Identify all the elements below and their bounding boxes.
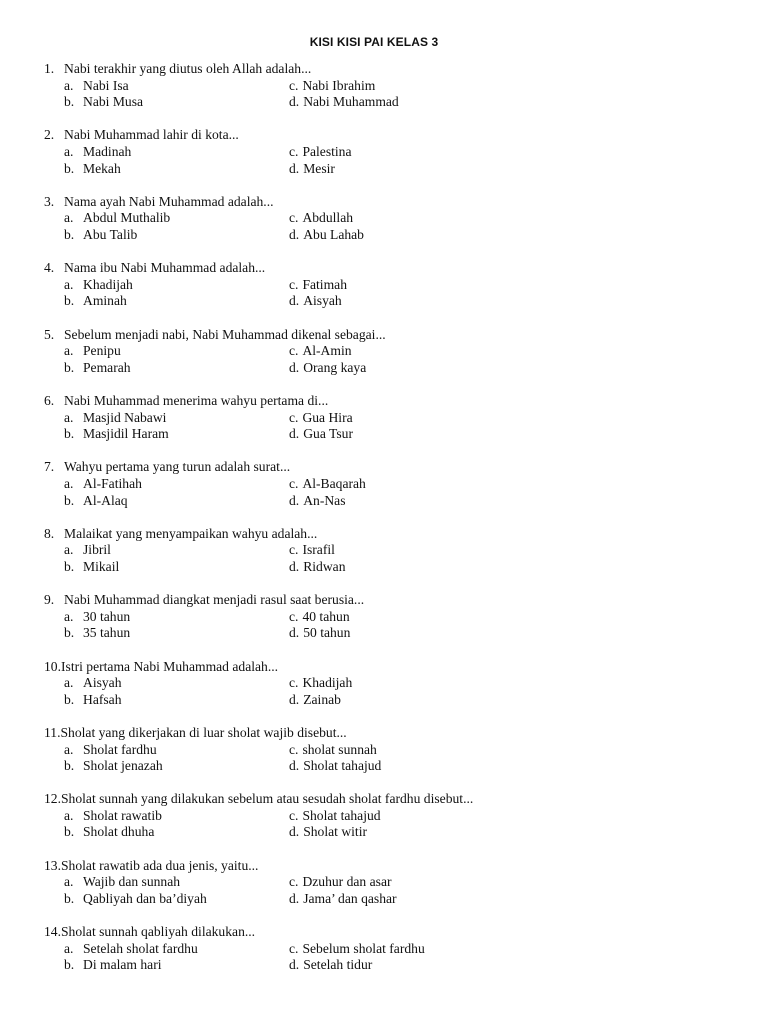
question-line: [44, 127, 744, 144]
option-text: Palestina: [302, 143, 352, 159]
option-label: d.: [289, 226, 300, 242]
option-label: c.: [289, 77, 299, 93]
question-line: [44, 61, 744, 78]
option-b: [44, 625, 289, 642]
option-text: Sholat rawatib: [83, 807, 162, 823]
question-item: [44, 459, 744, 525]
option-text: Sholat jenazah: [83, 758, 163, 774]
option-row: [44, 493, 744, 510]
question-item: [44, 393, 744, 459]
question-list: [44, 61, 744, 990]
option-row: [44, 692, 744, 709]
option-c: [289, 410, 353, 427]
option-row: [44, 874, 744, 891]
option-label: d.: [289, 824, 300, 840]
option-text: Di malam hari: [83, 957, 162, 973]
option-text: Al-Fatihah: [83, 475, 142, 491]
option-c: [289, 210, 353, 227]
option-b: [44, 957, 289, 974]
option-label: c.: [289, 741, 299, 757]
option-a: [44, 343, 289, 360]
question-text: Nabi terakhir yang diutus oleh Allah adalah...: [64, 61, 312, 76]
option-d: [289, 957, 372, 974]
option-a: [44, 144, 289, 161]
option-label: b.: [64, 94, 75, 110]
option-text: sholat sunnah: [302, 741, 377, 757]
option-text: Al-Alaq: [83, 492, 128, 508]
question-line: [44, 592, 744, 609]
question-number: 9.: [44, 592, 55, 608]
question-text: Nama ayah Nabi Muhammad adalah...: [64, 193, 274, 209]
option-text: Abdullah: [302, 210, 354, 226]
question-item: [44, 858, 744, 924]
option-text: Sholat dhuha: [83, 824, 155, 840]
option-label: a.: [64, 276, 74, 292]
option-d: [289, 426, 353, 443]
question-number: 6.: [44, 392, 55, 408]
option-text: 30 tahun: [83, 608, 131, 624]
option-text: Abdul Muthalib: [83, 210, 171, 226]
option-row: [44, 144, 744, 161]
option-label: a.: [64, 143, 74, 159]
option-label: a.: [64, 343, 74, 359]
question-text: Nabi Muhammad menerima wahyu pertama di...: [64, 392, 329, 408]
option-text: Masjidil Haram: [83, 426, 169, 442]
option-a: [44, 874, 289, 891]
question-line: [44, 791, 744, 808]
option-row: [44, 277, 744, 294]
option-text: Sholat tahajud: [303, 758, 382, 774]
option-text: Mekah: [83, 160, 121, 176]
option-text: Qabliyah dan ba’diyah: [83, 890, 207, 906]
question-line: [44, 327, 744, 344]
question-line: [44, 393, 744, 410]
option-b: [44, 161, 289, 178]
option-label: b.: [64, 492, 75, 508]
option-a: [44, 808, 289, 825]
option-row: [44, 94, 744, 111]
option-b: [44, 227, 289, 244]
option-d: [289, 625, 350, 642]
question-item: [44, 791, 744, 857]
option-row: [44, 891, 744, 908]
option-d: [289, 493, 346, 510]
option-text: Al-Amin: [302, 343, 352, 359]
option-label: a.: [64, 210, 74, 226]
option-a: [44, 609, 289, 626]
question-text: Nama ibu Nabi Muhammad adalah...: [64, 260, 266, 276]
option-row: [44, 559, 744, 576]
question-number: 12.: [44, 791, 61, 807]
option-label: c.: [289, 210, 299, 226]
option-label: a.: [64, 608, 74, 624]
option-label: d.: [289, 691, 300, 707]
option-label: a.: [64, 409, 74, 425]
question-line: [44, 260, 744, 277]
option-d: [289, 293, 342, 310]
option-text: Sholat witir: [303, 824, 368, 840]
option-label: a.: [64, 542, 74, 558]
option-label: c.: [289, 343, 299, 359]
question-number: 4.: [44, 260, 55, 276]
option-b: [44, 559, 289, 576]
question-number: 5.: [44, 326, 55, 342]
question-item: [44, 659, 744, 725]
option-b: [44, 824, 289, 841]
option-c: [289, 144, 352, 161]
option-text: Aminah: [83, 293, 127, 309]
option-label: c.: [289, 276, 299, 292]
question-item: [44, 725, 744, 791]
question-text: Nabi Muhammad diangkat menjadi rasul saat berusia...: [64, 592, 365, 608]
option-text: Ridwan: [303, 558, 346, 574]
option-text: Abu Talib: [83, 226, 138, 242]
option-a: [44, 941, 289, 958]
option-label: a.: [64, 77, 74, 93]
question-item: [44, 61, 744, 127]
option-label: d.: [289, 957, 300, 973]
option-d: [289, 161, 335, 178]
option-c: [289, 542, 335, 559]
option-label: d.: [289, 426, 300, 442]
option-text: Aisyah: [303, 293, 342, 309]
option-a: [44, 476, 289, 493]
question-text: Sholat rawatib ada dua jenis, yaitu...: [61, 857, 259, 873]
option-b: [44, 426, 289, 443]
question-text: Wahyu pertama yang turun adalah surat...: [64, 459, 291, 475]
option-d: [289, 94, 399, 111]
option-c: [289, 941, 425, 958]
option-c: [289, 476, 366, 493]
option-row: [44, 957, 744, 974]
option-b: [44, 758, 289, 775]
option-text: Israfil: [302, 542, 335, 558]
option-label: b.: [64, 293, 75, 309]
question-number: 7.: [44, 459, 55, 475]
option-row: [44, 293, 744, 310]
option-label: d.: [289, 359, 300, 375]
option-row: [44, 824, 744, 841]
option-text: Nabi Ibrahim: [302, 77, 376, 93]
question-line: [44, 659, 744, 676]
option-text: Nabi Isa: [83, 77, 129, 93]
option-label: a.: [64, 807, 74, 823]
option-d: [289, 559, 346, 576]
option-b: [44, 293, 289, 310]
option-text: Sholat fardhu: [83, 741, 157, 757]
question-number: 14.: [44, 924, 61, 940]
option-text: Nabi Muhammad: [303, 94, 399, 110]
option-label: d.: [289, 492, 300, 508]
question-text: Sholat sunnah qabliyah dilakukan...: [61, 924, 256, 940]
option-a: [44, 542, 289, 559]
option-label: b.: [64, 890, 75, 906]
question-number: 10.: [44, 658, 61, 674]
option-d: [289, 891, 397, 908]
question-item: [44, 924, 744, 990]
option-row: [44, 227, 744, 244]
option-d: [289, 227, 364, 244]
option-text: Zainab: [303, 691, 341, 707]
question-item: [44, 327, 744, 393]
option-label: a.: [64, 741, 74, 757]
option-label: a.: [64, 475, 74, 491]
option-label: b.: [64, 558, 75, 574]
option-row: [44, 758, 744, 775]
option-label: b.: [64, 758, 75, 774]
option-text: Sholat tahajud: [302, 807, 381, 823]
option-c: [289, 78, 375, 95]
question-line: [44, 924, 744, 941]
option-b: [44, 692, 289, 709]
option-label: b.: [64, 957, 75, 973]
option-label: c.: [289, 675, 299, 691]
option-a: [44, 210, 289, 227]
option-text: Mikail: [83, 558, 120, 574]
option-text: Mesir: [303, 160, 335, 176]
option-row: [44, 476, 744, 493]
option-label: b.: [64, 160, 75, 176]
option-text: Setelah sholat fardhu: [83, 940, 198, 956]
option-label: d.: [289, 625, 300, 641]
option-label: c.: [289, 542, 299, 558]
question-number: 2.: [44, 127, 55, 143]
option-row: [44, 625, 744, 642]
question-number: 3.: [44, 193, 55, 209]
option-text: Abu Lahab: [303, 226, 364, 242]
option-text: 40 tahun: [302, 608, 350, 624]
option-text: 50 tahun: [303, 625, 351, 641]
option-a: [44, 277, 289, 294]
question-line: [44, 459, 744, 476]
option-text: Jibril: [83, 542, 111, 558]
question-item: [44, 526, 744, 592]
option-c: [289, 742, 377, 759]
question-number: 13.: [44, 857, 61, 873]
option-text: 35 tahun: [83, 625, 131, 641]
question-line: [44, 526, 744, 543]
question-item: [44, 260, 744, 326]
option-row: [44, 410, 744, 427]
option-d: [289, 360, 366, 377]
option-text: Orang kaya: [303, 359, 367, 375]
option-label: b.: [64, 226, 75, 242]
option-row: [44, 343, 744, 360]
question-text: Sholat sunnah yang dilakukan sebelum atau sesudah sholat fardhu disebut...: [61, 791, 474, 807]
option-row: [44, 808, 744, 825]
option-text: Penipu: [83, 343, 121, 359]
option-text: Aisyah: [83, 675, 122, 691]
option-text: Khadijah: [83, 276, 133, 292]
question-number: 8.: [44, 525, 55, 541]
question-text: Malaikat yang menyampaikan wahyu adalah...: [64, 525, 318, 541]
option-c: [289, 609, 350, 626]
option-row: [44, 742, 744, 759]
document-title: KISI KISI PAI KELAS 3: [309, 35, 439, 49]
option-text: Gua Tsur: [303, 426, 353, 442]
option-c: [289, 675, 352, 692]
question-text: Nabi Muhammad lahir di kota...: [64, 127, 239, 143]
option-label: c.: [289, 874, 299, 890]
option-row: [44, 426, 744, 443]
option-d: [289, 824, 367, 841]
option-label: b.: [64, 691, 75, 707]
question-text: Sholat yang dikerjakan di luar sholat wajib disebut...: [60, 724, 347, 740]
option-label: d.: [289, 890, 300, 906]
option-label: b.: [64, 359, 75, 375]
question-number: 1.: [44, 61, 55, 76]
option-b: [44, 94, 289, 111]
option-label: a.: [64, 675, 74, 691]
option-a: [44, 410, 289, 427]
option-text: Fatimah: [302, 276, 347, 292]
question-text: Sebelum menjadi nabi, Nabi Muhammad dikenal sebagai...: [64, 326, 386, 342]
option-row: [44, 609, 744, 626]
option-label: d.: [289, 160, 300, 176]
option-label: c.: [289, 143, 299, 159]
option-label: a.: [64, 940, 74, 956]
option-label: b.: [64, 426, 75, 442]
option-label: d.: [289, 758, 300, 774]
option-b: [44, 493, 289, 510]
option-d: [289, 692, 341, 709]
option-label: c.: [289, 409, 299, 425]
option-row: [44, 360, 744, 377]
option-d: [289, 758, 381, 775]
option-a: [44, 78, 289, 95]
option-text: Jama’ dan qashar: [303, 890, 397, 906]
option-text: Gua Hira: [302, 409, 353, 425]
option-label: b.: [64, 824, 75, 840]
question-item: [44, 127, 744, 193]
option-label: d.: [289, 293, 300, 309]
question-line: [44, 725, 744, 742]
option-text: Sebelum sholat fardhu: [302, 940, 425, 956]
option-row: [44, 941, 744, 958]
option-row: [44, 542, 744, 559]
question-line: [44, 194, 744, 211]
option-c: [289, 874, 392, 891]
option-label: d.: [289, 558, 300, 574]
option-b: [44, 891, 289, 908]
option-row: [44, 675, 744, 692]
option-label: a.: [64, 874, 74, 890]
option-row: [44, 210, 744, 227]
option-text: Pemarah: [83, 359, 131, 375]
option-label: c.: [289, 608, 299, 624]
option-text: An-Nas: [303, 492, 346, 508]
option-label: c.: [289, 475, 299, 491]
question-number: 11.: [44, 724, 61, 740]
option-text: Hafsah: [83, 691, 122, 707]
option-text: Dzuhur dan asar: [302, 874, 392, 890]
option-label: c.: [289, 940, 299, 956]
option-text: Madinah: [83, 143, 132, 159]
option-c: [289, 277, 347, 294]
option-a: [44, 675, 289, 692]
option-label: b.: [64, 625, 75, 641]
option-label: d.: [289, 94, 300, 110]
option-a: [44, 742, 289, 759]
option-text: Nabi Musa: [83, 94, 144, 110]
question-text: Istri pertama Nabi Muhammad adalah...: [61, 658, 279, 674]
option-text: Setelah tidur: [303, 957, 373, 973]
option-text: Al-Baqarah: [302, 475, 366, 491]
option-b: [44, 360, 289, 377]
question-line: [44, 858, 744, 875]
option-c: [289, 808, 381, 825]
question-item: [44, 592, 744, 658]
option-c: [289, 343, 352, 360]
question-item: [44, 194, 744, 260]
option-row: [44, 161, 744, 178]
option-label: c.: [289, 807, 299, 823]
option-text: Masjid Nabawi: [83, 409, 167, 425]
option-row: [44, 78, 744, 95]
option-text: Khadijah: [302, 675, 353, 691]
option-text: Wajib dan sunnah: [83, 874, 181, 890]
